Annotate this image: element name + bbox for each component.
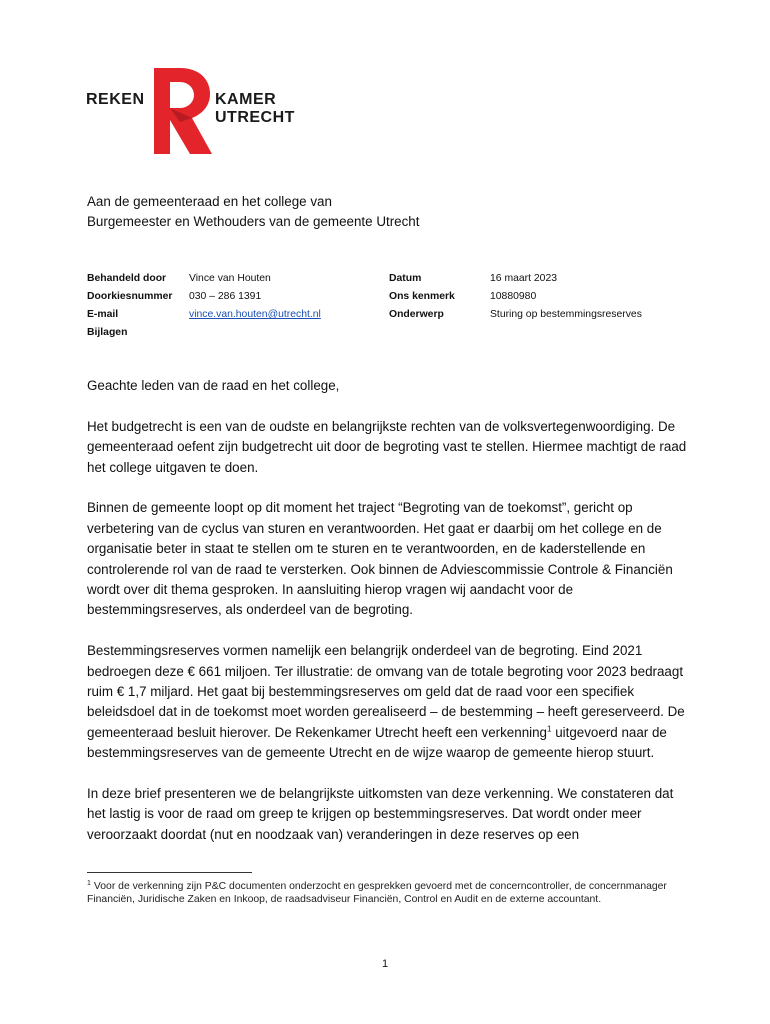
doorkiesnummer-value: 030 – 286 1391 bbox=[189, 291, 262, 302]
logo-word-reken: REKEN bbox=[86, 91, 145, 108]
logo-r-mark-icon bbox=[150, 66, 214, 156]
footnote bbox=[87, 880, 691, 907]
addressee-line-1: Aan de gemeenteraad en het college van bbox=[87, 194, 332, 209]
kenmerk-value: 10880980 bbox=[490, 291, 537, 302]
paragraph-1: Het budgetrecht is een van de oudste en belangrijkste rechten van de volksvertegenwoordiging. De gemeenteraad oefent zijn budgetrecht uit door de begroting vast te stellen. Hiermee machtigt de raad het college uitgaven te doen. bbox=[87, 418, 687, 475]
kenmerk-label: Ons kenmerk bbox=[389, 291, 455, 302]
salutation: Geachte leden van de raad en het college, bbox=[87, 378, 340, 393]
paragraph-3 bbox=[87, 641, 691, 763]
bijlagen-label: Bijlagen bbox=[87, 327, 128, 338]
behandeld-door-value: Vince van Houten bbox=[189, 273, 271, 284]
addressee-line-2: Burgemeester en Wethouders van de gemeente Utrecht bbox=[87, 214, 420, 229]
addressee-block bbox=[87, 192, 647, 232]
paragraph-3-part-b: uitgevoerd naar de bestemmingsreserves van de gemeente Utrecht en de wijze waarop de gemeente hierop stuurt. bbox=[87, 724, 667, 761]
datum-label: Datum bbox=[389, 273, 422, 284]
meta-row-3 bbox=[87, 309, 687, 327]
footnote-divider bbox=[87, 872, 252, 873]
footnote-text: Voor de verkenning zijn P&C documenten onderzocht en gesprekken gevoerd met de concerncontroller, de concernmanager Financiën, Juridische Zaken en Inkoop, de raadsadviseur Financiën, Control en Audit en de externe accountant. bbox=[87, 881, 667, 906]
logo-word-utrecht: UTRECHT bbox=[215, 109, 295, 126]
onderwerp-value: Sturing op bestemmingsreserves bbox=[490, 309, 642, 320]
meta-row-2 bbox=[87, 291, 687, 309]
onderwerp-label: Onderwerp bbox=[389, 309, 444, 320]
doorkiesnummer-label: Doorkiesnummer bbox=[87, 291, 173, 302]
behandeld-door-label: Behandeld door bbox=[87, 273, 167, 284]
footnote-number: 1 bbox=[87, 879, 91, 887]
letter-body bbox=[87, 376, 691, 866]
email-link[interactable]: vince.van.houten@utrecht.nl bbox=[189, 309, 321, 320]
meta-row-1 bbox=[87, 273, 687, 291]
paragraph-4: In deze brief presenteren we de belangrijkste uitkomsten van deze verkenning. We constateren dat het lastig is voor de raad om greep te krijgen op bestemmingsreserves. Dat wordt onder meer veroorzaakt doordat (nut en noodzaak van) veranderingen in deze reserves op een bbox=[87, 786, 674, 842]
letter-metadata bbox=[87, 273, 687, 345]
rekenkamer-utrecht-logo bbox=[86, 66, 316, 158]
paragraph-3-part-a: Bestemmingsreserves vormen namelijk een belangrijk onderdeel van de begroting. Eind 2021 bedroegen deze € 661 miljoen. Ter illustratie: de omvang van de totale begroting voor 2023 bedraagt ruim € 1,7 miljard. Het gaat bij bestemmingsreserves om geld dat de raad voor een specifiek beleidsdoel dat in de toekomst moet worden gerealiseerd – de bestemming – heeft gereserveerd. De gemeenteraad besluit hierover. De Rekenkamer Utrecht heeft een verkenning bbox=[87, 643, 685, 740]
meta-row-4 bbox=[87, 327, 687, 345]
paragraph-2: Binnen de gemeente loopt op dit moment het traject “Begroting van de toekomst”, gericht op verbetering van de cyclus van sturen en verantwoorden. Het gaat er daarbij om het college en de organisatie beter in staat te stellen om te sturen en te verantwoorden, en de kaderstellende en controlerende rol van de raad te versterken. Ook binnen de Adviescommissie Controle & Financiën wordt over dit thema gesproken. In aansluiting hierop vragen wij aandacht voor de bestemmingsreserves, als onderdeel van de begroting. bbox=[87, 500, 673, 618]
footnote-reference[interactable]: 1 bbox=[547, 724, 552, 734]
email-label: E-mail bbox=[87, 309, 119, 320]
datum-value: 16 maart 2023 bbox=[490, 273, 558, 284]
logo-word-kamer: KAMER bbox=[215, 91, 277, 108]
page-number: 1 bbox=[381, 958, 389, 970]
